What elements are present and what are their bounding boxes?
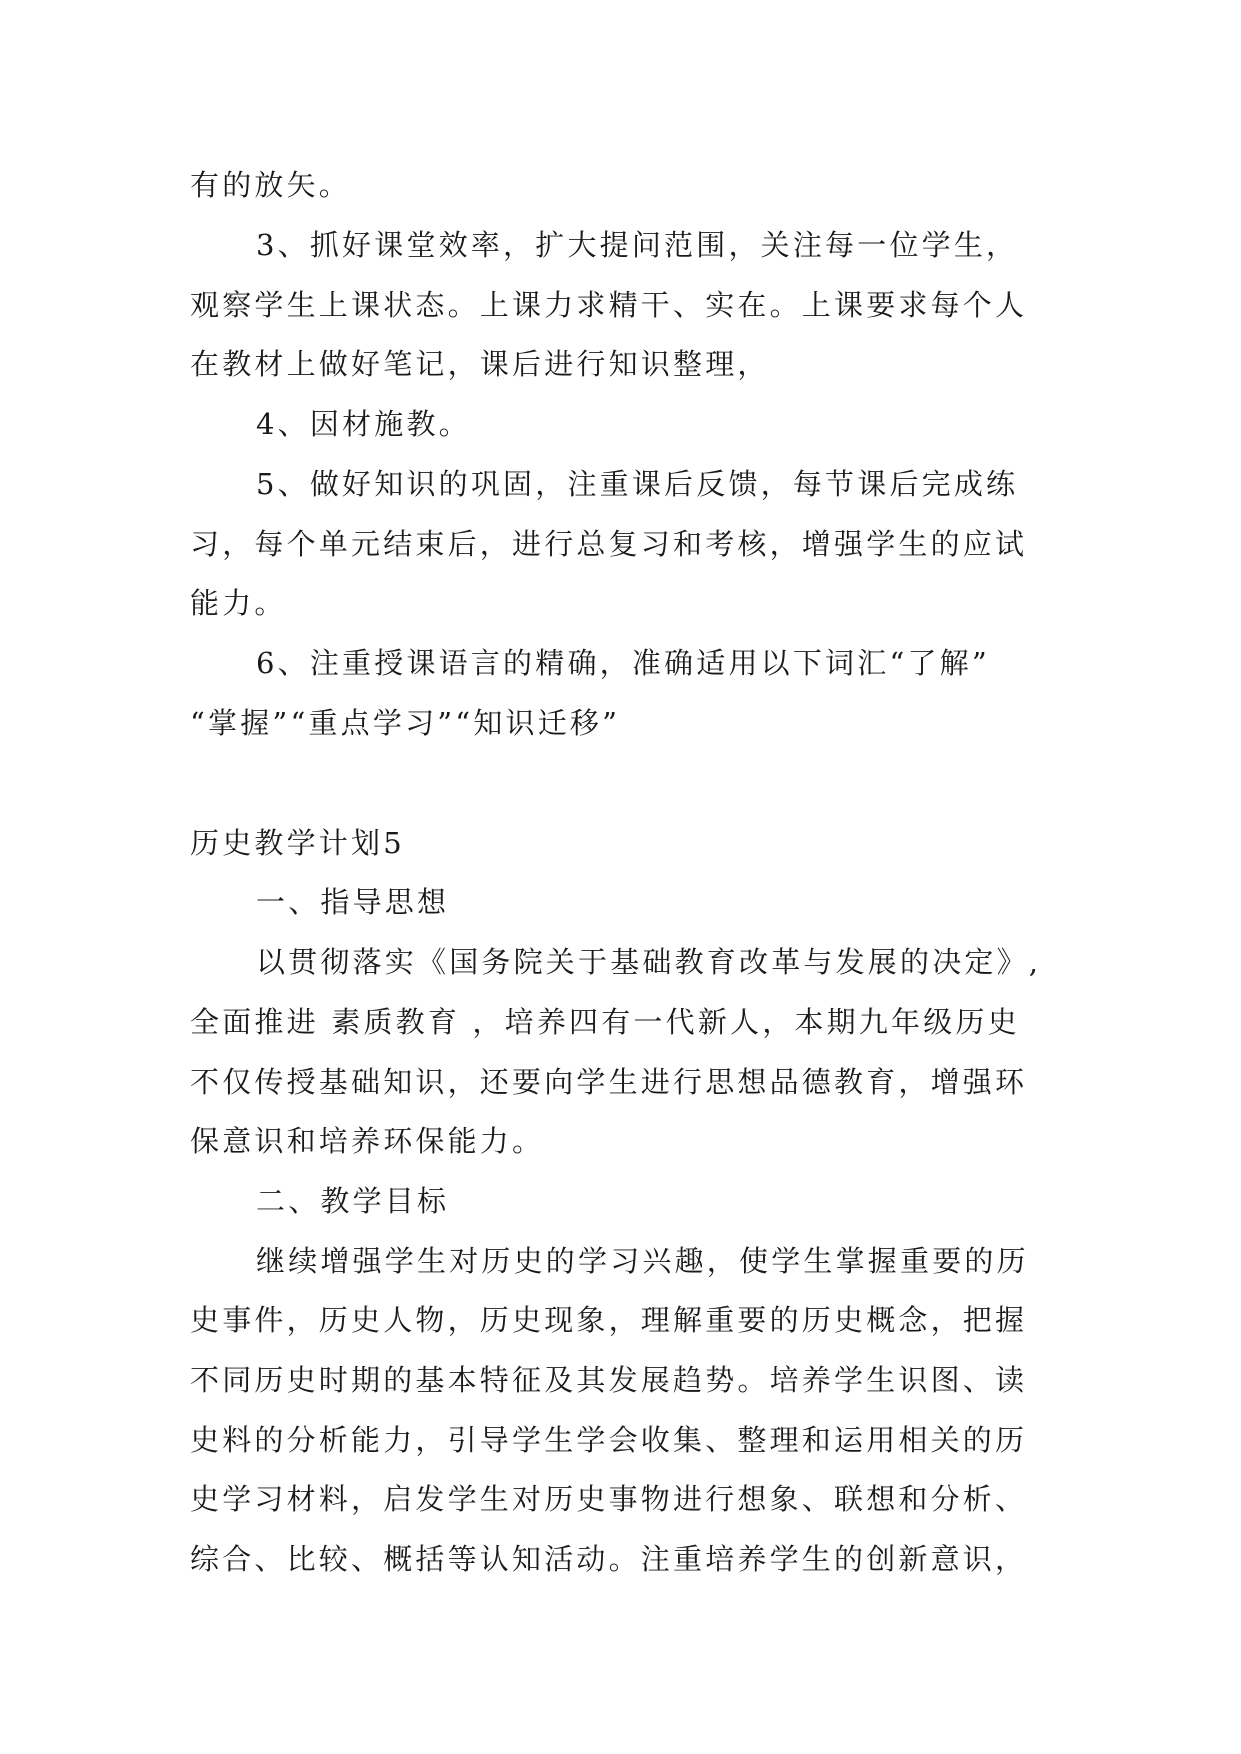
section-title: 历史教学计划5 <box>190 826 405 860</box>
list-item-4: 4、因材施教。 <box>256 407 471 441</box>
paragraph-line: 不仅传授基础知识，还要向学生进行思想品德教育，增强环 <box>190 1065 1028 1099</box>
paragraph-line: 全面推进 素质教育 ，培养四有一代新人，本期九年级历史 <box>190 1005 1020 1039</box>
text-line: 有的放矢。 <box>190 168 352 202</box>
paragraph-line: 史学习材料，启发学生对历史事物进行想象、联想和分析、 <box>190 1482 1028 1516</box>
list-item-6: 6、注重授课语言的精确，准确适用以下词汇“了解” <box>256 646 990 680</box>
paragraph-line: 继续增强学生对历史的学习兴趣，使学生掌握重要的历 <box>256 1244 1029 1278</box>
paragraph-line: 以贯彻落实《国务院关于基础教育改革与发展的决定》, <box>256 945 1042 979</box>
text-line: 观察学生上课状态。上课力求精干、实在。上课要求每个人 <box>190 288 1028 322</box>
paragraph-line: 史事件，历史人物，历史现象，理解重要的历史概念，把握 <box>190 1303 1028 1337</box>
text-line: 在教材上做好笔记，课后进行知识整理， <box>190 347 770 381</box>
paragraph-line: 不同历史时期的基本特征及其发展趋势。培养学生识图、读 <box>190 1363 1028 1397</box>
list-item-5: 5、做好知识的巩固，注重课后反馈，每节课后完成练 <box>256 467 1019 501</box>
text-line: 习，每个单元结束后，进行总复习和考核，增强学生的应试 <box>190 527 1028 561</box>
subheading-guiding-ideology: 一、指导思想 <box>256 885 450 919</box>
text-line: “掌握”“重点学习”“知识迁移” <box>190 706 621 740</box>
text-line: 能力。 <box>190 586 287 620</box>
paragraph-line: 史料的分析能力，引导学生学会收集、整理和运用相关的历 <box>190 1423 1028 1457</box>
paragraph-line: 保意识和培养环保能力。 <box>190 1124 545 1158</box>
subheading-teaching-goals: 二、教学目标 <box>256 1184 450 1218</box>
list-item-3: 3、抓好课堂效率，扩大提问范围，关注每一位学生， <box>256 228 1019 262</box>
paragraph-line: 综合、比较、概括等认知活动。注重培养学生的创新意识， <box>190 1542 1028 1576</box>
